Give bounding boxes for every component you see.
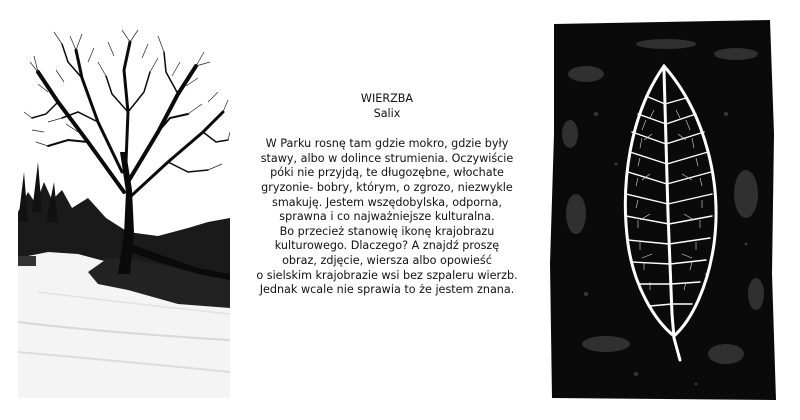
body-line: W Parku rosnę tam gdzie mokro, gdzie były — [265, 137, 509, 151]
leaf-illustration — [546, 14, 778, 406]
article-title: WIERZBA — [360, 92, 414, 105]
winter-willow-tree-photo — [18, 22, 230, 398]
body-line: kulturowego. Dlaczego? A znajdź proszę — [274, 239, 500, 253]
body-line: gryzonie- bobry, którym, o zgrozo, niezwykle — [261, 180, 513, 194]
body-line: obraz, zdjęcie, wiersza albo opowieść — [282, 253, 492, 267]
body-line: Jednak wcale nie sprawia to że jestem znana. — [259, 283, 515, 297]
body-line: sprawna i co najważniejsze kulturalna. — [279, 210, 495, 224]
body-line: stawy, albo w dolince strumienia. Oczywiście — [260, 151, 514, 165]
willow-leaf-print — [546, 14, 778, 406]
body-line: o sielskim krajobrazie wsi bez szpaleru wierzb. — [256, 268, 518, 282]
article-body — [252, 137, 522, 298]
body-line: Bo przecież stanowię ikonę krajobrazu — [279, 224, 495, 238]
body-line: smakuję. Jestem wszędobylska, odporna, — [271, 195, 503, 209]
tree-illustration — [18, 22, 230, 398]
article-subtitle: Salix — [373, 106, 401, 120]
body-line: póki nie przyjdą, te długozębne, włochate — [270, 166, 504, 180]
article-text — [252, 92, 522, 298]
